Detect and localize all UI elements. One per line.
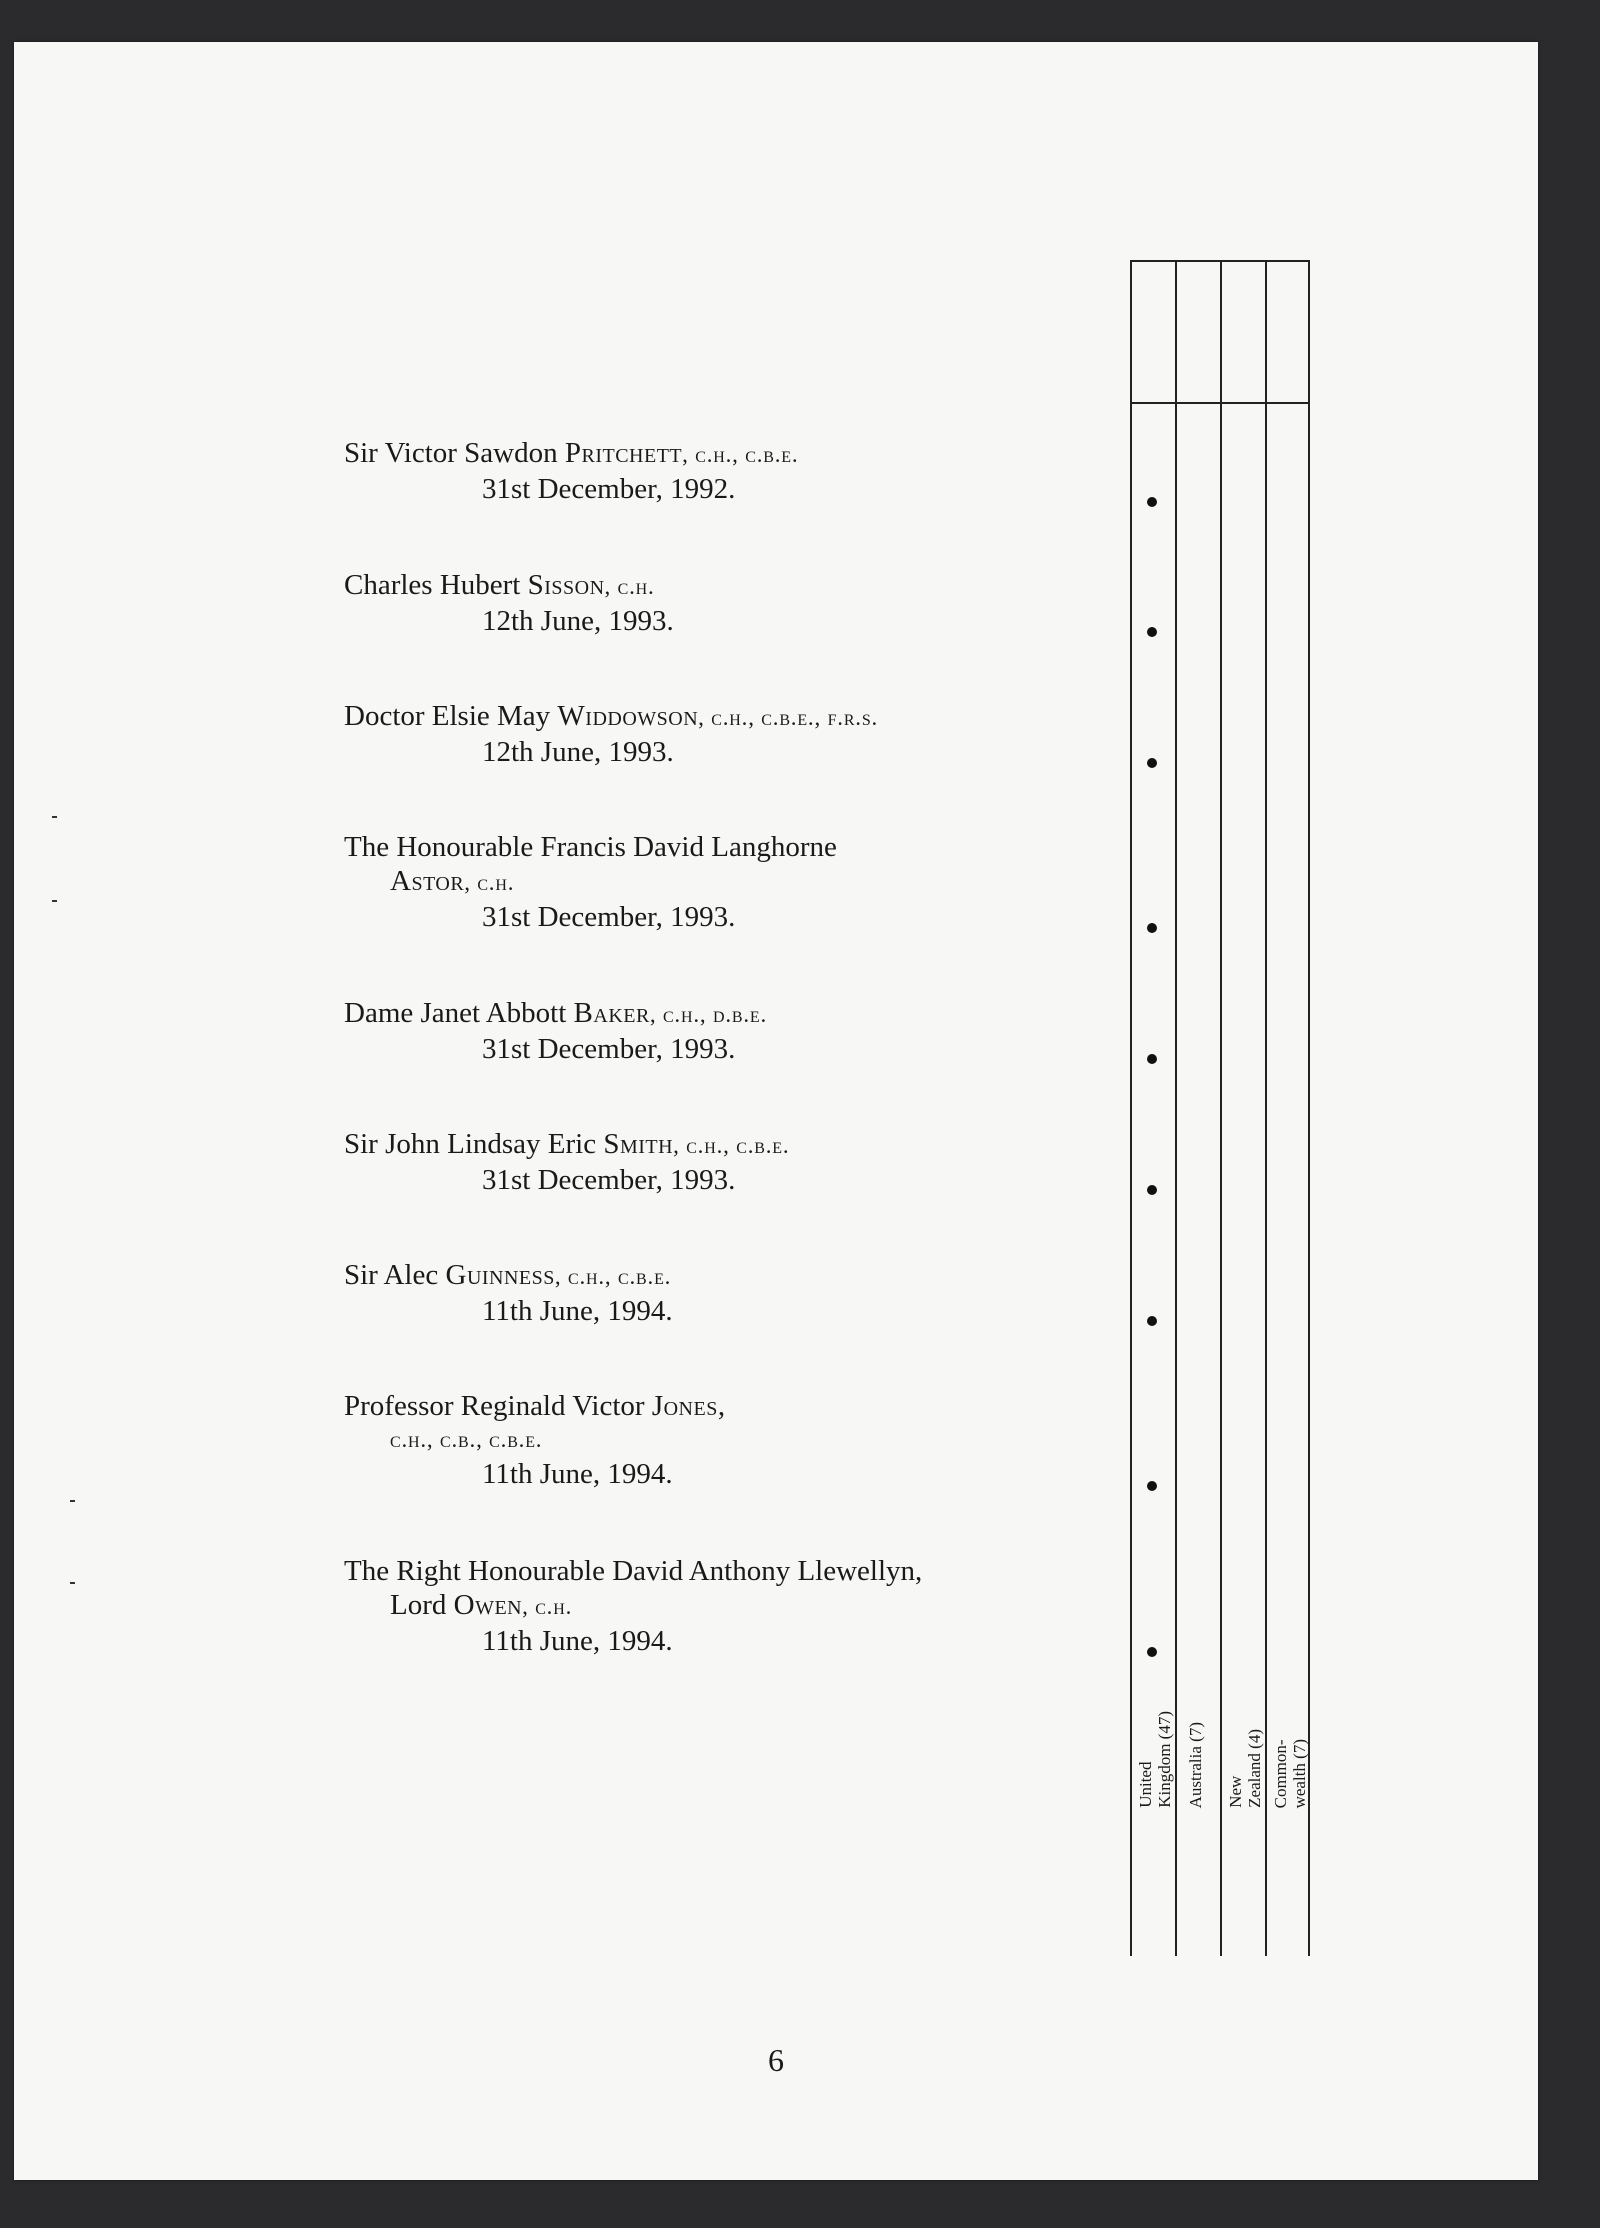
column-header-united-kingdom: United Kingdom (47) [1136,1711,1174,1808]
column-commonwealth [1265,260,1310,1956]
recipient-surname: Smith [603,1128,674,1160]
honour-entry [344,1554,1124,1658]
recipient-name: Dame Janet Abbott [344,997,567,1029]
membership-dot [1147,1185,1157,1195]
document-page [14,42,1538,2180]
recipient-surname: Owen [453,1589,523,1621]
honour-entry [344,568,1124,638]
recipient-prefix: Lord [390,1589,447,1621]
recipient-name: Professor Reginald Victor [344,1390,645,1422]
recipient-honours: c.h., c.b., c.b.e. [390,1427,543,1452]
recipient-honours: , c.h. [604,574,655,599]
honour-entry [344,996,1124,1066]
recipient-honours: , c.h. [522,1594,573,1619]
membership-dot [1147,627,1157,637]
recipient-surname: Sisson [527,569,605,601]
appointment-date: 12th June, 1993. [482,605,674,637]
column-header-commonwealth: Common- wealth (7) [1271,1738,1309,1808]
membership-dot [1147,758,1157,768]
honour-entry [344,1389,1124,1491]
appointment-date: 31st December, 1992. [482,473,736,505]
recipient-name: Doctor Elsie May [344,700,551,732]
recipient-name: Sir Alec [344,1259,439,1291]
column-new-zealand [1220,260,1265,1956]
appointment-date: 12th June, 1993. [482,736,674,768]
honour-entry [344,436,1124,506]
column-header-australia: Australia (7) [1186,1721,1205,1808]
membership-dot [1147,1647,1157,1657]
recipient-name: Charles Hubert [344,569,521,601]
recipient-honours: , c.h., c.b.e., f.r.s. [698,705,879,730]
recipient-surname: Astor [390,865,465,897]
appointment-date: 31st December, 1993. [482,901,736,933]
margin-mark [52,900,57,902]
recipient-line [344,436,1124,472]
honour-entry [344,830,1124,934]
recipient-line: Professor Reginald Victor Jones, [344,1390,726,1422]
recipient-surname: Jones [651,1390,718,1422]
recipient-name: The Honourable Francis David Langhorne [344,831,837,863]
recipient-honours: , c.h., c.b.e. [673,1133,790,1158]
recipient-surname: Pritchett [564,437,683,469]
recipient-line [344,996,1124,1032]
recipient-line [344,699,1124,735]
column-header-new-zealand: New Zealand (4) [1226,1729,1264,1808]
membership-dot [1147,497,1157,507]
honour-entry [344,699,1124,769]
appointment-date: 11th June, 1994. [482,1458,673,1490]
recipient-surname: Baker [573,997,650,1029]
country-columns-table [1130,260,1310,1956]
recipient-honours: , c.h., c.b.e. [682,442,799,467]
recipient-line [344,1127,1124,1163]
recipient-name: Sir Victor Sawdon [344,437,558,469]
recipient-name: The Right Honourable David Anthony Llewellyn, [344,1555,923,1587]
recipient-surname: Guinness [445,1259,555,1291]
membership-dot [1147,1054,1157,1064]
membership-dot [1147,923,1157,933]
recipient-line [344,1588,1124,1624]
recipient-honours: , c.h. [464,870,515,895]
membership-dot [1147,1316,1157,1326]
appointment-date: 31st December, 1993. [482,1033,736,1065]
column-united-kingdom [1130,260,1175,1956]
recipient-surname: Widdowson [557,700,699,732]
page-number: 6 [768,2042,784,2078]
membership-dot [1147,1481,1157,1491]
appointment-date: 11th June, 1994. [482,1625,673,1657]
appointment-date: 31st December, 1993. [482,1164,736,1196]
appointment-date: 11th June, 1994. [482,1295,673,1327]
recipient-line [344,568,1124,604]
recipient-honours: , c.h., c.b.e. [554,1264,672,1289]
recipient-name: Sir John Lindsay Eric [344,1128,597,1160]
margin-mark [70,1582,75,1584]
honour-entry [344,1127,1124,1197]
column-australia [1175,260,1220,1956]
margin-mark [70,1500,75,1502]
recipient-honours: , c.h., d.b.e. [649,1002,768,1027]
margin-mark [52,816,57,818]
recipient-line [344,864,1124,900]
recipient-line [344,1258,1124,1294]
honour-entry [344,1258,1124,1328]
